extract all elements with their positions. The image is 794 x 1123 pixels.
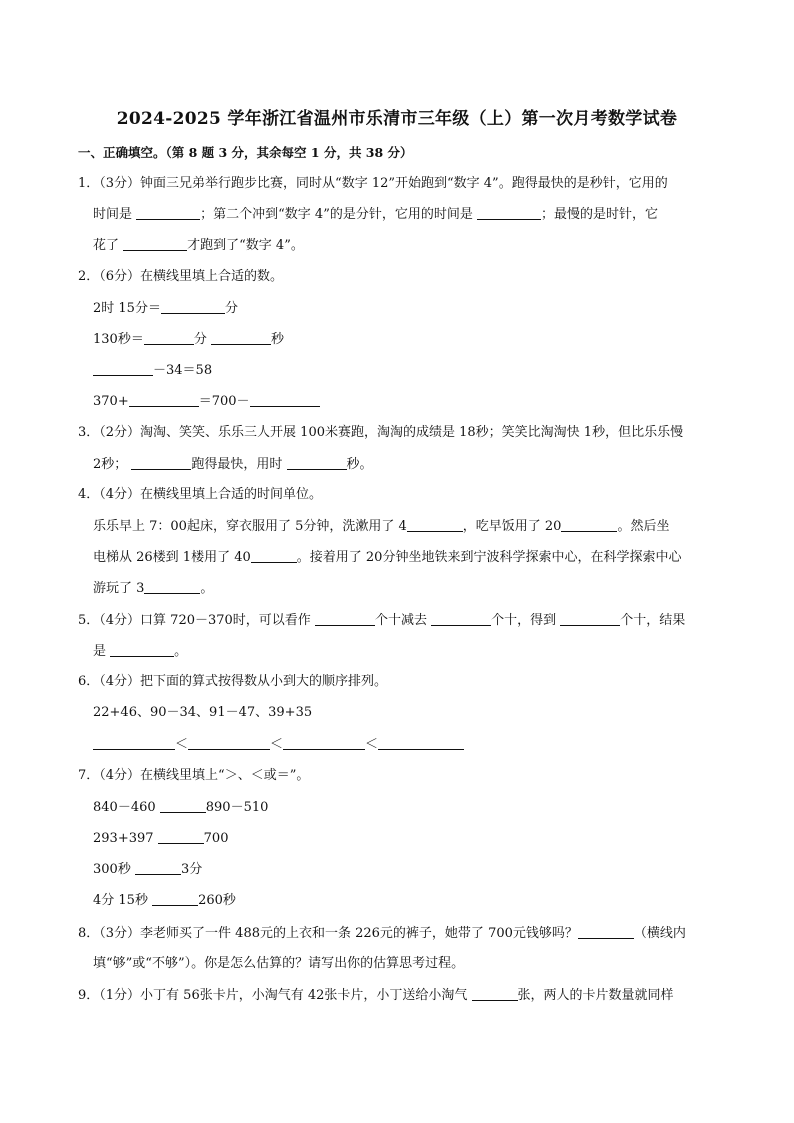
answer-blank[interactable] (144, 579, 200, 594)
q9-line-1: 9．（1分）小丁有 56张卡片，小淘气有 42张卡片，小丁送给小淘气 张，两人的卡片数量就同样 (78, 988, 674, 1003)
q7-item-a: 840－460 890－510 (93, 800, 269, 815)
answer-blank[interactable] (472, 986, 518, 1001)
q8-line-2: 填“够”或“不够”）。你是怎么估算的？请写出你的估算思考过程。 (93, 956, 465, 971)
answer-blank[interactable] (287, 455, 347, 470)
q4-heading: 4．（4分）在横线里填上合适的时间单位。 (78, 487, 323, 502)
answer-blank[interactable] (144, 330, 194, 345)
answer-blank[interactable] (407, 517, 463, 532)
q5-line-1: 5．（4分）口算 720－370时，可以看作 个十减去 个十，得到 个十，结果 (78, 613, 686, 628)
q4-line-3: 游玩了 3 。 (93, 581, 214, 596)
answer-blank[interactable] (158, 829, 204, 844)
q6-expressions: 22+46、90－34、91－47、39+35 (93, 705, 313, 720)
answer-blank[interactable] (161, 299, 225, 314)
q2-item-d: 370+ ＝700－ (93, 392, 320, 411)
answer-blank[interactable] (578, 924, 634, 939)
answer-blank[interactable] (93, 735, 175, 750)
answer-blank[interactable] (136, 205, 200, 220)
answer-blank[interactable] (129, 392, 199, 407)
answer-blank[interactable] (477, 205, 541, 220)
q7-item-d: 4分 15秒 260秒 (93, 893, 236, 908)
answer-blank[interactable] (431, 611, 491, 626)
q7-heading: 7．（4分）在横线里填上“＞、＜或＝”。 (78, 768, 310, 783)
page-title: 2024-2025 学年浙江省温州市乐清市三年级（上）第一次月考数学试卷 (116, 109, 678, 129)
answer-blank[interactable] (283, 735, 365, 750)
answer-blank[interactable] (93, 361, 153, 376)
answer-blank[interactable] (250, 392, 320, 407)
answer-blank[interactable] (123, 236, 187, 251)
q2-item-c: －34＝58 (93, 361, 212, 380)
answer-blank[interactable] (152, 891, 198, 906)
answer-blank[interactable] (211, 330, 271, 345)
q5-line-2: 是 。 (93, 644, 188, 659)
q4-line-1: 乐乐早上 7：00起床，穿衣服用了 5分钟，洗漱用了 4 ，吃早饭用了 20 。然后坐 (93, 519, 670, 534)
q2-item-a: 2时 15分＝ 分 (93, 301, 238, 316)
answer-blank[interactable] (315, 611, 375, 626)
q1-line-1: 1．（3分）钟面三兄弟举行跑步比赛，同时从“数字 12”开始跑到“数字 4”。跑得最快的是秒针，它用的 (78, 176, 668, 191)
q1-line-2: 时间是 ；第二个冲到“数字 4”的是分针，它用的时间是 ；最慢的是时针，它 (93, 207, 658, 222)
answer-blank[interactable] (160, 798, 206, 813)
answer-blank[interactable] (131, 455, 191, 470)
section-heading: 一、正确填空。（第 8 题 3 分，其余每空 1 分，共 38 分） (78, 145, 413, 160)
q6-ordering-row: ＜ ＜ ＜ (93, 735, 464, 754)
q3-line-2: 2秒； 跑得最快，用时 秒。 (93, 457, 373, 472)
answer-blank[interactable] (135, 860, 181, 875)
answer-blank[interactable] (378, 735, 464, 750)
answer-blank[interactable] (561, 517, 617, 532)
q2-heading: 2．（6分）在横线里填上合适的数。 (78, 269, 284, 284)
answer-blank[interactable] (560, 611, 620, 626)
answer-blank[interactable] (188, 735, 270, 750)
q8-line-1: 8．（3分）李老师买了一件 488元的上衣和一条 226元的裤子，她带了 700元钱够吗？ （横线内 (78, 926, 686, 941)
q6-heading: 6．（4分）把下面的算式按得数从小到大的顺序排列。 (78, 674, 388, 689)
q2-item-b: 130秒＝ 分 秒 (93, 332, 284, 347)
q7-item-c: 300秒 3分 (93, 862, 203, 877)
q7-item-b: 293+397 700 (93, 831, 229, 846)
q4-line-2: 电梯从 26楼到 1楼用了 40 。接着用了 20分钟坐地铁来到宁波科学探索中心，在科学探索中心 (93, 550, 682, 565)
answer-blank[interactable] (251, 548, 297, 563)
answer-blank[interactable] (110, 642, 174, 657)
q1-line-3: 花了 才跑到了“数字 4”。 (93, 238, 304, 253)
q3-line-1: 3．（2分）淘淘、笑笑、乐乐三人开展 100米赛跑，淘淘的成绩是 18秒；笑笑比淘淘快 1秒，但比乐乐慢 (78, 425, 684, 440)
